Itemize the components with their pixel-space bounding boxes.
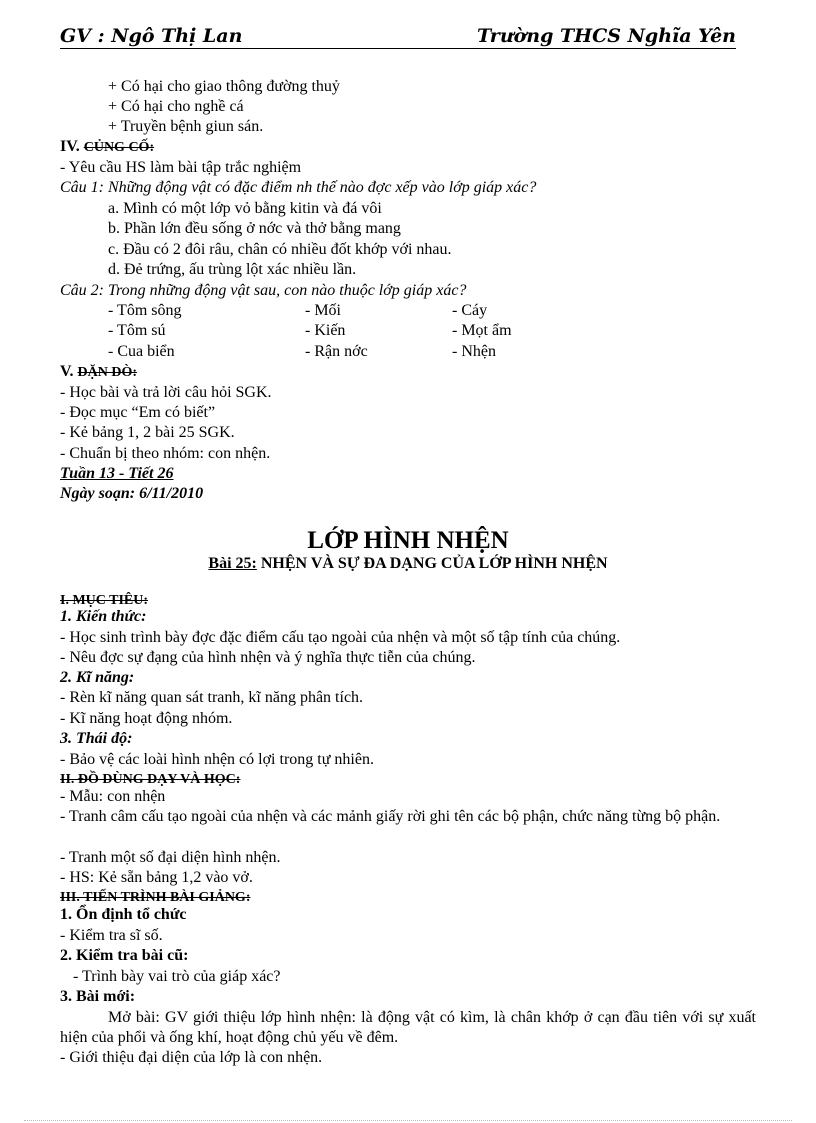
option-b: b. Phần lớn đều sống ở nớc và thở bằng mang xyxy=(108,220,401,237)
grid-cell: - Kiến xyxy=(305,322,346,339)
school-name: Trường THCS Nghĩa Yên xyxy=(477,25,736,47)
knowledge-item: - Học sinh trình bày đợc đặc điểm cấu tạo ngoài của nhện và một số tập tính của chúng. xyxy=(60,629,621,646)
materials-item: - Tranh một số đại diện hình nhện. xyxy=(60,849,281,866)
lesson-heading: Bài 25: NHỆN VÀ SỰ ĐA DẠNG CỦA LỚP HÌNH NHỆN xyxy=(208,555,608,572)
skills-item: - Rèn kĩ năng quan sát tranh, kĩ năng phân tích. xyxy=(60,689,364,706)
step-1-item: - Kiểm tra sĩ số. xyxy=(60,927,163,944)
homework-item: - Học bài và trả lời câu hỏi SGK. xyxy=(60,384,272,401)
objectives-heading: I. MỤC TIÊU: xyxy=(60,593,149,608)
page-title: LỚP HÌNH NHỆN xyxy=(307,527,509,554)
homework-item: - Chuẩn bị theo nhóm: con nhện. xyxy=(60,445,271,462)
representative-line: - Giới thiệu đại diện của lớp là con nhện. xyxy=(60,1049,323,1066)
skills-item: - Kĩ năng hoạt động nhóm. xyxy=(60,710,233,727)
step-1-heading: 1. Ổn định tổ chức xyxy=(60,906,187,923)
homework-item: - Đọc mục “Em có biết” xyxy=(60,404,216,421)
intro-line: + Có hại cho nghề cá xyxy=(108,98,244,115)
grid-cell: - Mối xyxy=(305,302,341,319)
task-line: - Yêu cầu HS làm bài tập trắc nghiệm xyxy=(60,159,302,176)
grid-cell: - Nhện xyxy=(452,343,496,360)
materials-item: - Mẫu: con nhện xyxy=(60,788,166,805)
intro-line: + Truyền bệnh giun sán. xyxy=(108,118,264,135)
question-2: Câu 2: Trong những động vật sau, con nào thuộc lớp giáp xác? xyxy=(60,282,467,299)
grid-cell: - Cáy xyxy=(452,302,488,319)
option-c: c. Đầu có 2 đôi râu, chân có nhiều đốt khớp với nhau. xyxy=(108,241,452,258)
section-iv-heading: IV. CỦNG CỐ: xyxy=(60,138,155,155)
grid-cell: - Tôm sông xyxy=(108,302,182,319)
step-3-heading: 3. Bài mới: xyxy=(60,988,136,1005)
option-a: a. Mình có một lớp vỏ bằng kitin và đá vôi xyxy=(108,200,382,217)
materials-item: - Tranh câm cấu tạo ngoài của nhện và các mảnh giấy rời ghi tên các bộ phận, chức năng từng bộ phận. xyxy=(60,808,721,825)
teacher-name: GV : Ngô Thị Lan xyxy=(60,25,243,47)
step-2-item: - Trình bày vai trò của giáp xác? xyxy=(73,968,281,985)
intro-line: + Có hại cho giao thông đường thuỷ xyxy=(108,78,340,95)
materials-heading: II. ĐỒ DÙNG DẠY VÀ HỌC: xyxy=(60,772,241,787)
attitude-item: - Bảo vệ các loài hình nhện có lợi trong tự nhiên. xyxy=(60,751,374,768)
homework-item: - Kẻ bảng 1, 2 bài 25 SGK. xyxy=(60,424,235,441)
knowledge-item: - Nêu đợc sự đạng của hình nhện và ý nghĩa thực tiễn của chúng. xyxy=(60,649,476,666)
date-label: Ngày soạn: 6/11/2010 xyxy=(60,485,204,502)
option-d: d. Đẻ trứng, ấu trùng lột xác nhiều lần. xyxy=(108,261,357,278)
grid-cell: - Cua biển xyxy=(108,343,175,360)
grid-cell: - Rận nớc xyxy=(305,343,368,360)
page-footer-divider xyxy=(24,1120,792,1121)
procedure-heading: III. TIẾN TRÌNH BÀI GIẢNG: xyxy=(60,890,251,905)
attitude-heading: 3. Thái độ: xyxy=(60,730,133,747)
step-2-heading: 2. Kiểm tra bài cũ: xyxy=(60,947,189,964)
grid-cell: - Tôm sú xyxy=(108,322,166,339)
lesson-intro: Mở bài: GV giới thiệu lớp hình nhện: là động vật có kìm, là chân khớp ở cạn đầu tiên với sự xuất hiện của phổi và ống khí, hoạt động chủ yếu về đêm. xyxy=(60,1009,756,1046)
materials-item: - HS: Kẻ sẵn bảng 1,2 vào vở. xyxy=(60,869,253,886)
grid-cell: - Mọt ẩm xyxy=(452,322,512,339)
week-label: Tuần 13 - Tiết 26 xyxy=(60,465,174,482)
skills-heading: 2. Kĩ năng: xyxy=(60,669,135,686)
knowledge-heading: 1. Kiến thức: xyxy=(60,608,147,625)
question-1: Câu 1: Những động vật có đặc điểm nh thế nào đợc xếp vào lớp giáp xác? xyxy=(60,179,537,196)
page-header xyxy=(60,26,736,49)
section-v-heading: V. DẶN DÒ: xyxy=(60,363,137,380)
